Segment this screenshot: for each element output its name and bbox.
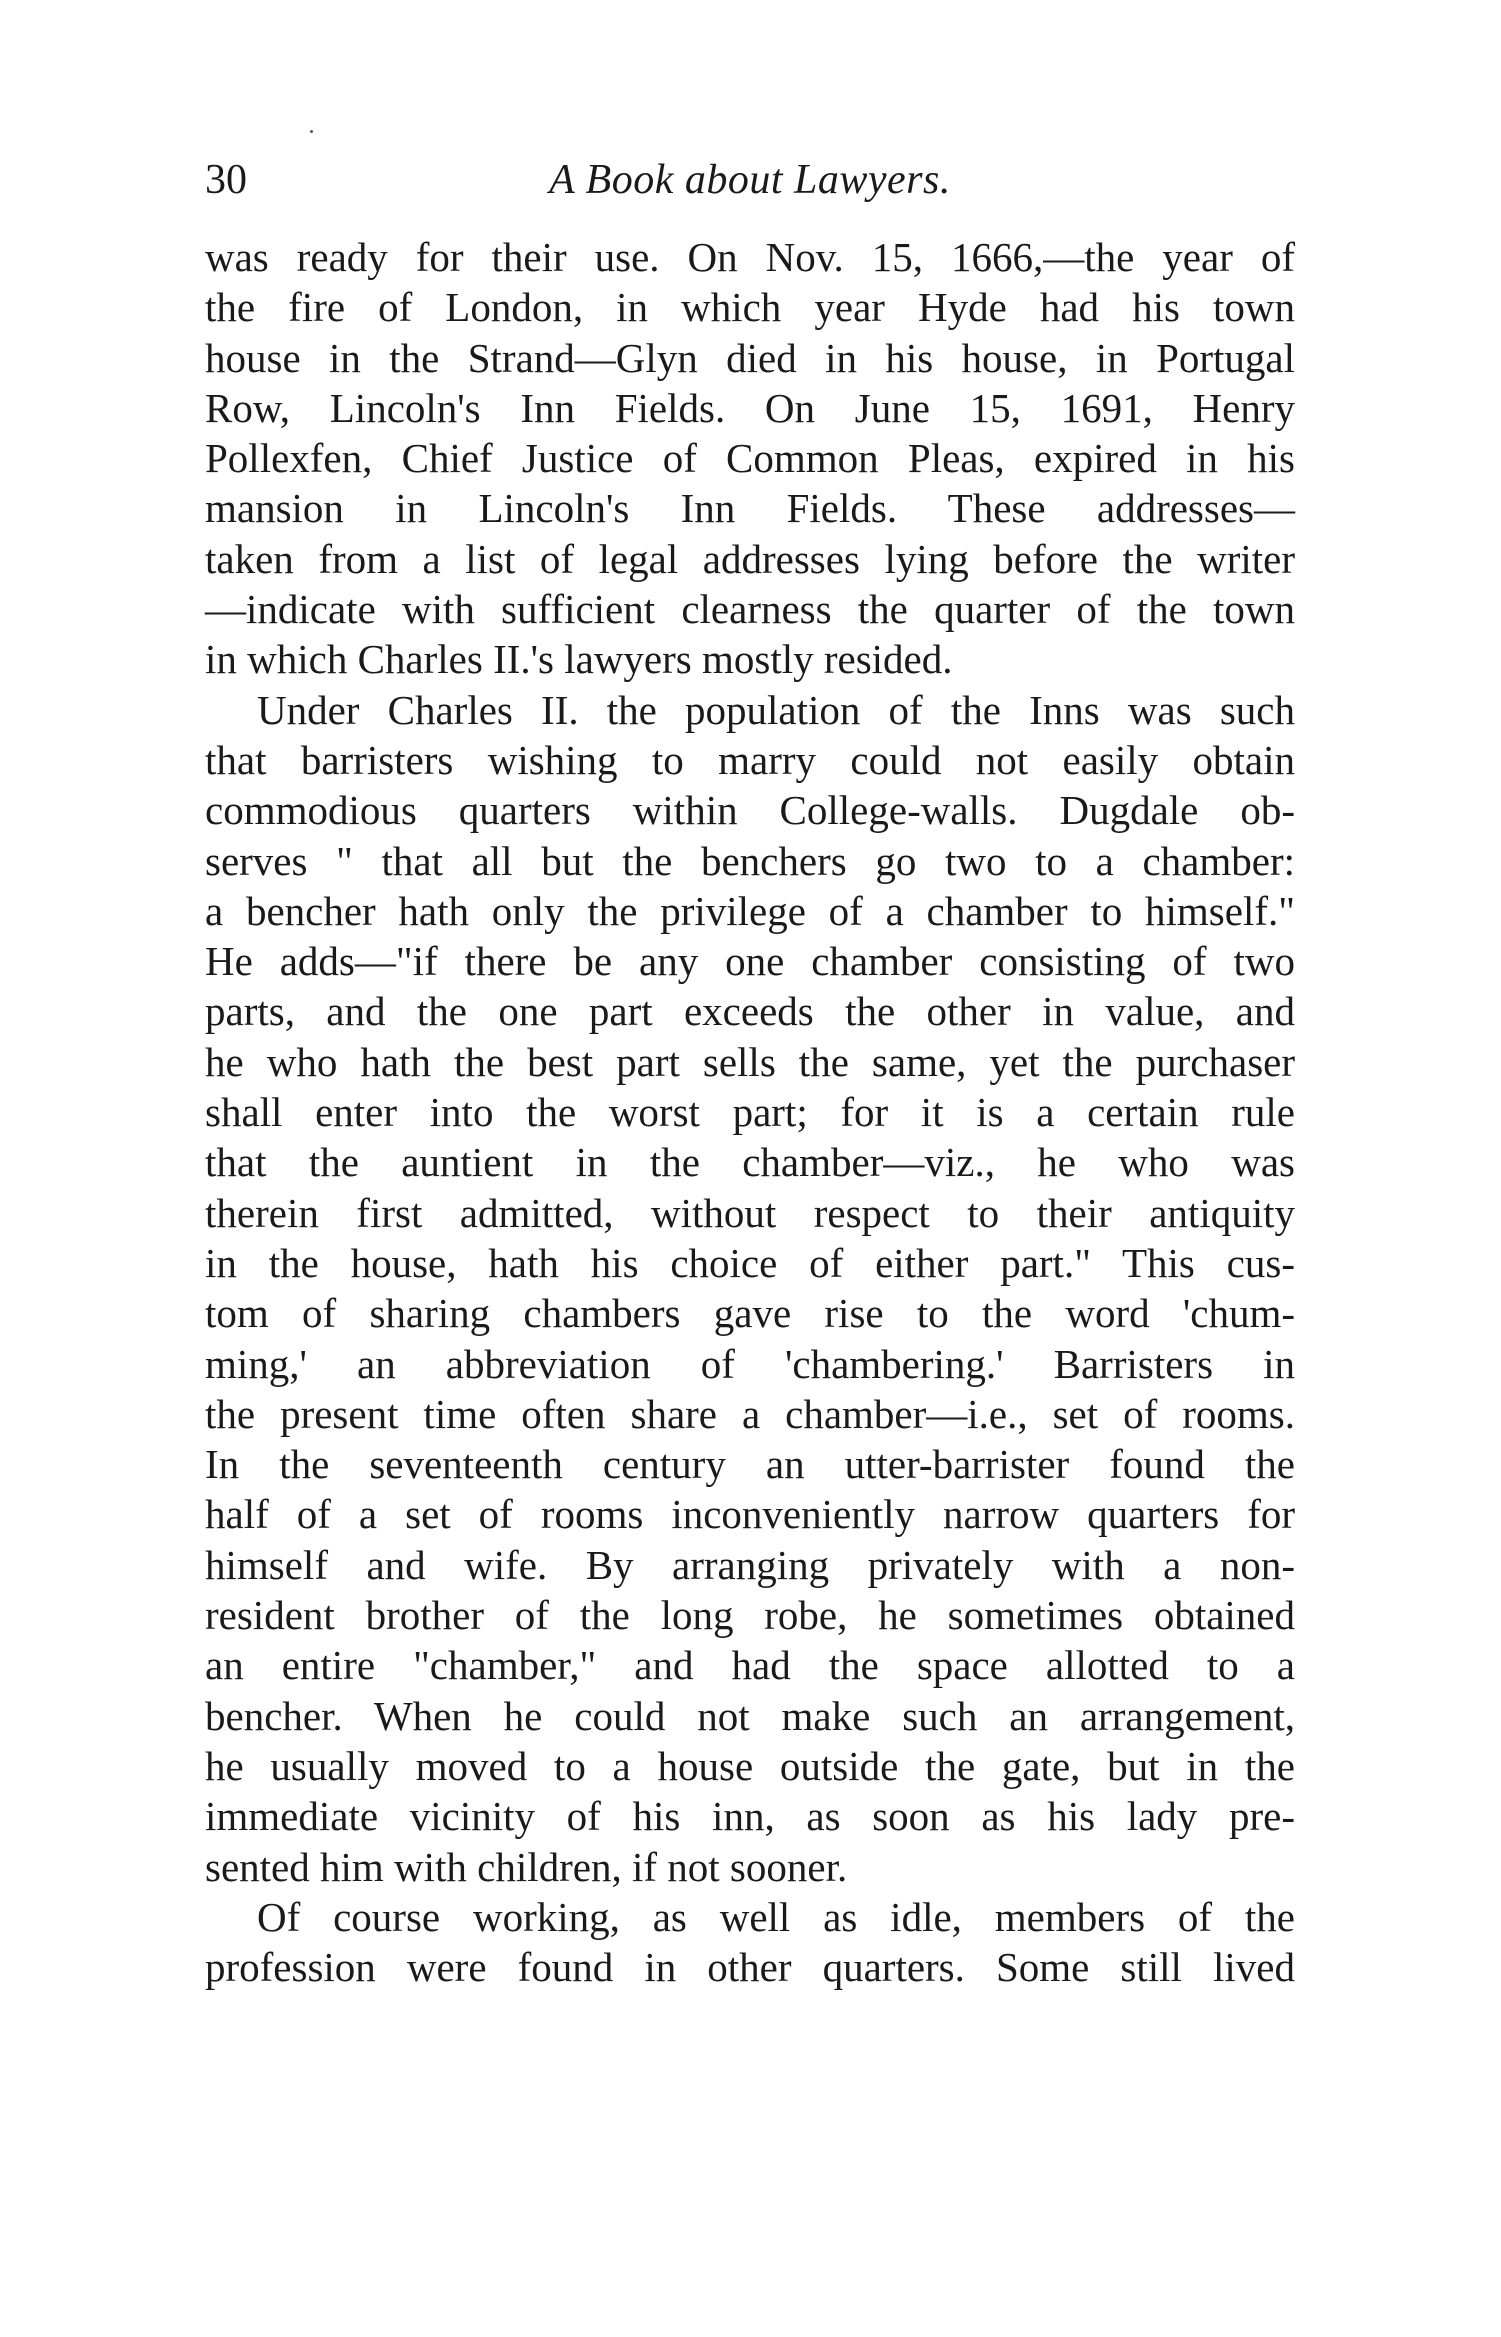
page-number: 30 [205, 157, 247, 203]
text-line: half of a set of rooms inconveniently narrow quarters for [205, 1491, 1295, 1538]
running-title: A Book about Lawyers. [549, 157, 951, 203]
text-line: that barristers wishing to marry could not easily obtain [205, 736, 1295, 783]
print-speck [310, 130, 313, 133]
text-line: bencher. When he could not make such an arrangement, [205, 1692, 1295, 1739]
text-line: an entire "chamber," and had the space allotted to a [205, 1642, 1295, 1689]
text-line: that the auntient in the chamber—viz., he who was [205, 1139, 1295, 1186]
paragraph-1 [205, 232, 1295, 685]
text-line: was ready for their use. On Nov. 15, 1666,—the year of [205, 234, 1295, 280]
text-line: immediate vicinity of his inn, as soon as his lady pre- [205, 1793, 1295, 1840]
text-line: the fire of London, in which year Hyde had his town [205, 284, 1295, 331]
text-line: sented him with children, if not sooner. [205, 1843, 848, 1890]
text-line: parts, and the one part exceeds the other in value, and [205, 988, 1295, 1035]
text-line: a bencher hath only the privilege of a chamber to himself." [205, 887, 1295, 934]
text-line: he who hath the best part sells the same, yet the purchaser [205, 1038, 1295, 1085]
text-line: he usually moved to a house outside the gate, but in the [205, 1742, 1295, 1789]
text-line: In the seventeenth century an utter-barrister found the [205, 1441, 1295, 1488]
text-line: himself and wife. By arranging privately with a non- [205, 1541, 1295, 1588]
text-line: profession were found in other quarters. Some still lived [205, 1944, 1295, 1991]
page-header [205, 150, 1295, 210]
text-line: in which Charles II.'s lawyers mostly resided. [205, 636, 953, 683]
text-line: Row, Lincoln's Inn Fields. On June 15, 1691, Henry [205, 384, 1295, 431]
paragraph-3 [205, 1892, 1295, 1993]
text-line: house in the Strand—Glyn died in his house, in Portugal [205, 334, 1295, 381]
text-line: therein first admitted, without respect to their antiquity [205, 1189, 1295, 1236]
text-line: the present time often share a chamber—i.e., set of rooms. [205, 1390, 1295, 1437]
body-text [205, 232, 1295, 1992]
text-line: ming,' an abbreviation of 'chambering.' Barristers in [205, 1340, 1295, 1387]
paragraph-2 [205, 685, 1295, 1892]
text-line: shall enter into the worst part; for it is a certain rule [205, 1089, 1295, 1136]
text-line: taken from a list of legal addresses lying before the writer [205, 535, 1295, 582]
text-line: He adds—"if there be any one chamber consisting of two [205, 938, 1295, 985]
text-line: serves " that all but the benchers go two to a chamber: [205, 837, 1295, 884]
text-line: commodious quarters within College-walls. Dugdale ob- [205, 787, 1295, 834]
text-line: Under Charles II. the population of the Inns was such [257, 686, 1295, 733]
text-line: Pollexfen, Chief Justice of Common Pleas, expired in his [205, 435, 1295, 482]
text-line: tom of sharing chambers gave rise to the word 'chum- [205, 1290, 1295, 1337]
text-line: —indicate with sufficient clearness the quarter of the town [205, 586, 1295, 633]
text-line: in the house, hath his choice of either part." This cus- [205, 1239, 1295, 1286]
text-line: Of course working, as well as idle, members of the [257, 1893, 1295, 1940]
text-line: mansion in Lincoln's Inn Fields. These addresses— [205, 485, 1295, 532]
text-line: resident brother of the long robe, he sometimes obtained [205, 1592, 1295, 1639]
